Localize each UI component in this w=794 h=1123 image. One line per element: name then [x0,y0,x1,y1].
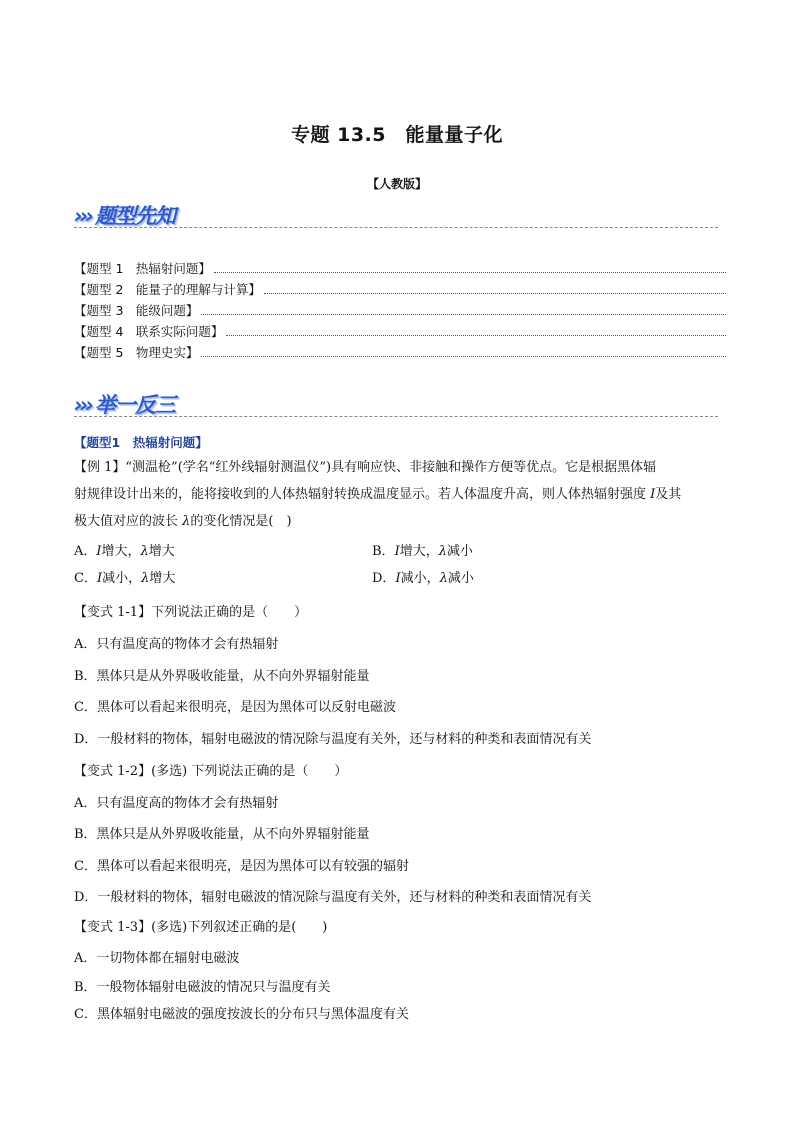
banner-title: 题型先知 [94,204,175,228]
option-text: 减小 [447,571,474,586]
option-text: 减小， [400,571,440,586]
example-stem-text: 射规律设计出来的，能将接收到的人体热辐射转换成温度显示。若人体温度升高，则人体热辐射强度 [74,487,651,502]
option-letter: D． [372,571,396,586]
toc-leader [226,335,726,336]
option-var: I [96,571,103,586]
variant-option[interactable]: C．黑体可以看起来很明亮，是因为黑体可以有较强的辐射 [74,859,409,874]
variant-option[interactable]: D．一般材料的物体，辐射电磁波的情况除与温度有关外，还与材料的种类和表面情况有关 [74,732,592,747]
example-stem-text: 极大值对应的波长 [74,514,183,529]
toc-item-label: 【题型 4 联系实际问题】 [74,324,224,339]
variant-option[interactable]: D．一般材料的物体，辐射电磁波的情况除与温度有关外，还与材料的种类和表面情况有关 [74,890,592,905]
option-text: 增大 [148,544,175,559]
example-label: 【例 1】 [74,460,126,475]
option-var: I [395,571,401,586]
option-var: λ [141,571,150,586]
option-var: I [394,544,400,559]
toc-item[interactable] [74,301,726,319]
example-stem-line [74,483,681,502]
variant-option[interactable]: C．黑体可以看起来很明亮，是因为黑体可以反射电磁波 [74,700,396,715]
option-a[interactable] [74,540,175,559]
option-var: λ [140,544,149,559]
variant-stem: 【变式 1-1】下列说法正确的是（ ） [74,605,308,620]
edition-label: 【人教版】 [366,177,427,191]
banner-question-types [74,200,175,230]
variant-option[interactable]: C．黑体辐射电磁波的强度按波长的分布只与黑体温度有关 [74,1007,409,1022]
toc-leader [201,314,726,315]
variant-option[interactable]: A．只有温度高的物体才会有热辐射 [74,637,279,652]
toc-item-label: 【题型 1 热辐射问题】 [74,261,211,276]
toc-item-label: 【题型 3 能级问题】 [74,303,199,318]
toc-item-label: 【题型 2 能量子的理解与计算】 [74,282,261,297]
toc-item[interactable] [74,259,726,277]
banner-title: 举一反三 [94,393,175,417]
variant-option[interactable]: A．一切物体都在辐射电磁波 [74,951,240,966]
option-c[interactable] [74,567,175,586]
banner-arrows-icon: ››› [74,204,91,228]
variant-stem: 【变式 1-2】(多选) 下列说法正确的是（ ） [74,764,348,779]
toc-leader [201,356,726,357]
option-var: λ [439,571,448,586]
toc-item[interactable] [74,322,726,340]
example-stem-text: 及其 [655,487,682,502]
option-var: λ [438,544,447,559]
option-b[interactable] [372,540,473,559]
dashed-divider [74,416,718,417]
section-heading: 【题型1 热辐射问题】 [74,435,208,450]
banner-practice [74,389,175,419]
toc-leader [264,293,726,294]
variant-option[interactable]: B．黑体只是从外界吸收能量，从不向外界辐射能量 [74,669,370,684]
toc-item[interactable] [74,343,726,361]
variant-stem: 【变式 1-3】(多选)下列叙述正确的是( ) [74,920,328,935]
option-var: I [96,544,102,559]
option-text: 减小， [102,571,142,586]
option-text: 增大 [149,571,176,586]
option-letter: C． [74,571,97,586]
variant-option[interactable]: A．只有温度高的物体才会有热辐射 [74,796,279,811]
toc-item[interactable] [74,280,726,298]
option-text: 增大， [101,544,141,559]
var-intensity: I [650,487,656,502]
var-wavelength: λ [182,514,191,529]
variant-option[interactable]: B．一般物体辐射电磁波的情况只与温度有关 [74,980,331,995]
toc-leader [214,272,726,273]
option-letter: B． [372,544,395,559]
banner-arrows-icon: ››› [74,393,91,417]
page-title: 专题 13.5 能量量子化 [291,124,503,146]
example-stem-line [74,510,292,529]
dashed-divider [74,227,718,228]
variant-option[interactable]: B．黑体只是从外界吸收能量，从不向外界辐射能量 [74,827,370,842]
option-text: 增大， [399,544,439,559]
option-text: 减小 [446,544,473,559]
option-letter: A． [74,544,97,559]
example-stem-line [74,456,656,475]
example-stem-text: 的变化情况是( ) [190,514,292,529]
option-d[interactable] [372,567,474,586]
example-stem-text: “测温枪”(学名“红外线辐射测温仪”)具有响应快、非接触和操作方便等优点。它是根据黑体辐 [125,460,657,475]
toc-item-label: 【题型 5 物理史实】 [74,345,199,360]
